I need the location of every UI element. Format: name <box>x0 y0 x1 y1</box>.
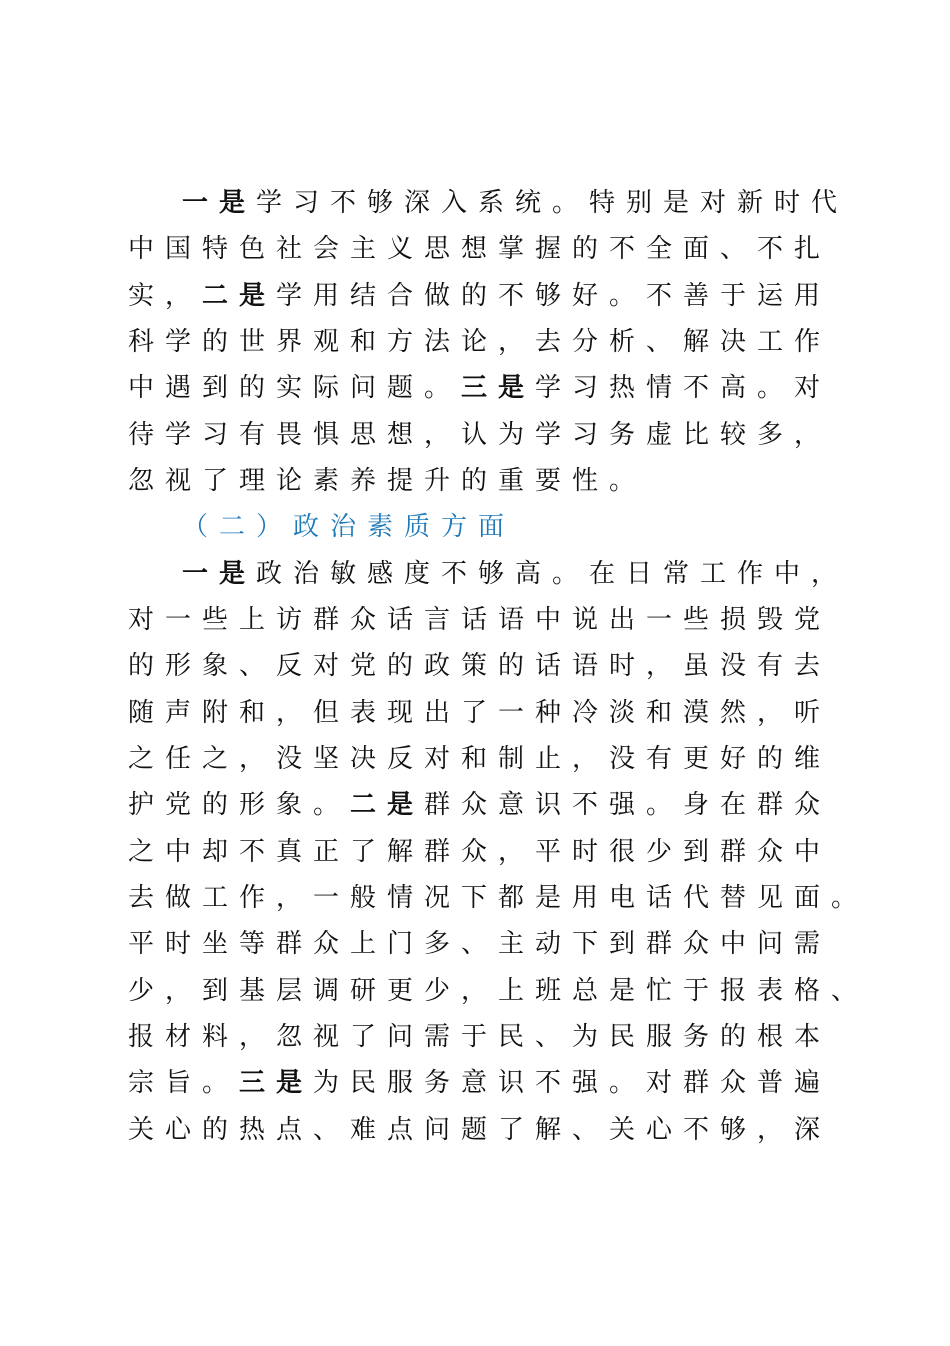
bold-marker: 一是 <box>182 188 257 218</box>
paragraph-line: 平时坐等群众上门多、主动下到群众中问需 <box>128 929 832 959</box>
line-text: 中遇到的实际问题。 <box>128 373 462 403</box>
line-text: 实， <box>128 281 203 311</box>
paragraph-line <box>182 183 848 223</box>
paragraph-line: 科学的世界观和方法论，去分析、解决工作 <box>128 327 832 357</box>
line-text: 学用结合做的不够好。不善于运用 <box>276 281 832 311</box>
line-text: 宗旨。 <box>128 1068 240 1098</box>
bold-marker: 二是 <box>350 790 425 820</box>
paragraph-line: 之任之，没坚决反对和制止，没有更好的维 <box>128 744 832 774</box>
paragraph-line: 随声附和，但表现出了一种冷淡和漠然，听 <box>128 698 832 728</box>
line-text: 政治敏感度不够高。在日常工作中， <box>256 559 849 589</box>
paragraph-line: 待学习有畏惧思想，认为学习务虚比较多， <box>128 420 832 450</box>
paragraph-line: 少，到基层调研更少，上班总是忙于报表格、 <box>128 976 869 1006</box>
paragraph-line: 报材料，忽视了问需于民、为民服务的根本 <box>128 1022 832 1052</box>
bold-marker: 三是 <box>461 373 536 403</box>
bold-marker: 三是 <box>239 1068 314 1098</box>
bold-marker: 一是 <box>182 559 257 589</box>
paragraph-line: 忽视了理论素养提升的重要性。 <box>128 466 647 496</box>
paragraph-line: 对一些上访群众话言话语中说出一些损毁党 <box>128 605 832 635</box>
paragraph-line <box>128 785 831 825</box>
line-text: 学习不够深入系统。特别是对新时代 <box>256 188 849 218</box>
paragraph-line <box>128 1063 831 1103</box>
paragraph-line: 的形象、反对党的政策的话语时，虽没有去 <box>128 651 832 681</box>
paragraph-line <box>128 368 831 408</box>
paragraph-line: 关心的热点、难点问题了解、关心不够，深 <box>128 1115 832 1145</box>
paragraph-line: 中国特色社会主义思想掌握的不全面、不扎 <box>128 234 832 264</box>
line-text: 为民服务意识不强。对群众普遍 <box>313 1068 832 1098</box>
paragraph-line <box>128 276 831 316</box>
bold-marker: 二是 <box>202 281 277 311</box>
line-text: 群众意识不强。身在群众 <box>424 790 832 820</box>
section-heading: （二）政治素质方面 <box>182 512 516 542</box>
line-text: 护党的形象。 <box>128 790 351 820</box>
paragraph-line: 之中却不真正了解群众，平时很少到群众中 <box>128 837 832 867</box>
paragraph-line <box>182 554 848 594</box>
paragraph-line: 去做工作，一般情况下都是用电话代替见面。 <box>128 883 869 913</box>
line-text: 学习热情不高。对 <box>535 373 832 403</box>
